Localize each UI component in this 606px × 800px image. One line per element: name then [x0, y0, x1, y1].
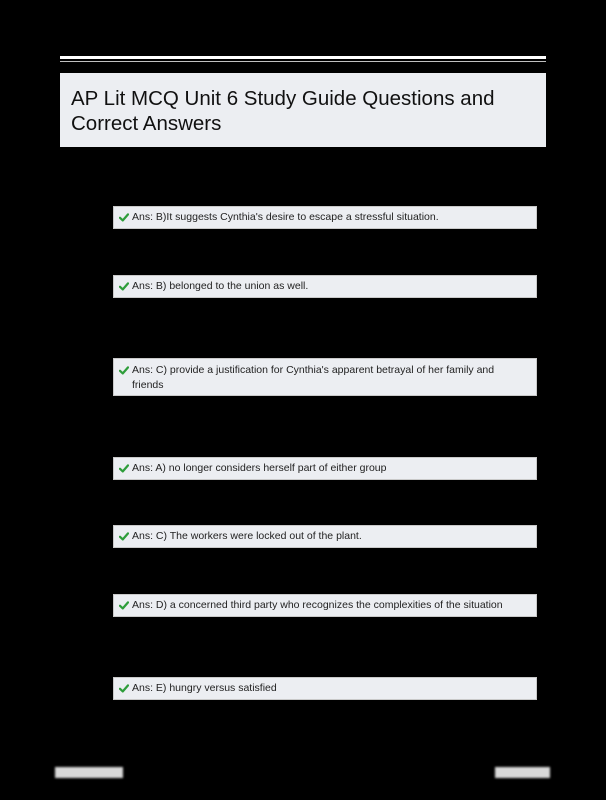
answer-box — [113, 358, 537, 396]
title-box — [60, 73, 546, 147]
answer-box — [113, 594, 537, 617]
answer-text: Ans: C) provide a justification for Cynthia's apparent betrayal of her family and friends — [132, 364, 495, 391]
answer-box — [113, 206, 537, 229]
answer-text: Ans: B)It suggests Cynthia's desire to escape a stressful situation. — [132, 211, 439, 223]
check-icon — [119, 461, 129, 476]
footer-left-redacted — [55, 767, 123, 778]
header-rule-inner — [60, 61, 546, 62]
answer-box — [113, 677, 537, 700]
answer-text: Ans: B) belonged to the union as well. — [132, 280, 309, 292]
answer-text: Ans: E) hungry versus satisfied — [132, 682, 277, 694]
check-icon — [119, 363, 129, 378]
check-icon — [119, 529, 129, 544]
footer-right-redacted — [495, 767, 550, 778]
answer-box — [113, 457, 537, 480]
answer-box — [113, 525, 537, 548]
page-title: AP Lit MCQ Unit 6 Study Guide Questions and Correct Answers — [71, 87, 495, 135]
check-icon — [119, 598, 129, 613]
answer-box — [113, 275, 537, 298]
check-icon — [119, 210, 129, 225]
answer-text: Ans: C) The workers were locked out of the plant. — [132, 530, 362, 542]
header-rule — [60, 56, 546, 59]
check-icon — [119, 681, 129, 696]
check-icon — [119, 279, 129, 294]
answer-text: Ans: A) no longer considers herself part of either group — [132, 462, 387, 474]
answer-text: Ans: D) a concerned third party who recognizes the complexities of the situation — [132, 599, 503, 611]
